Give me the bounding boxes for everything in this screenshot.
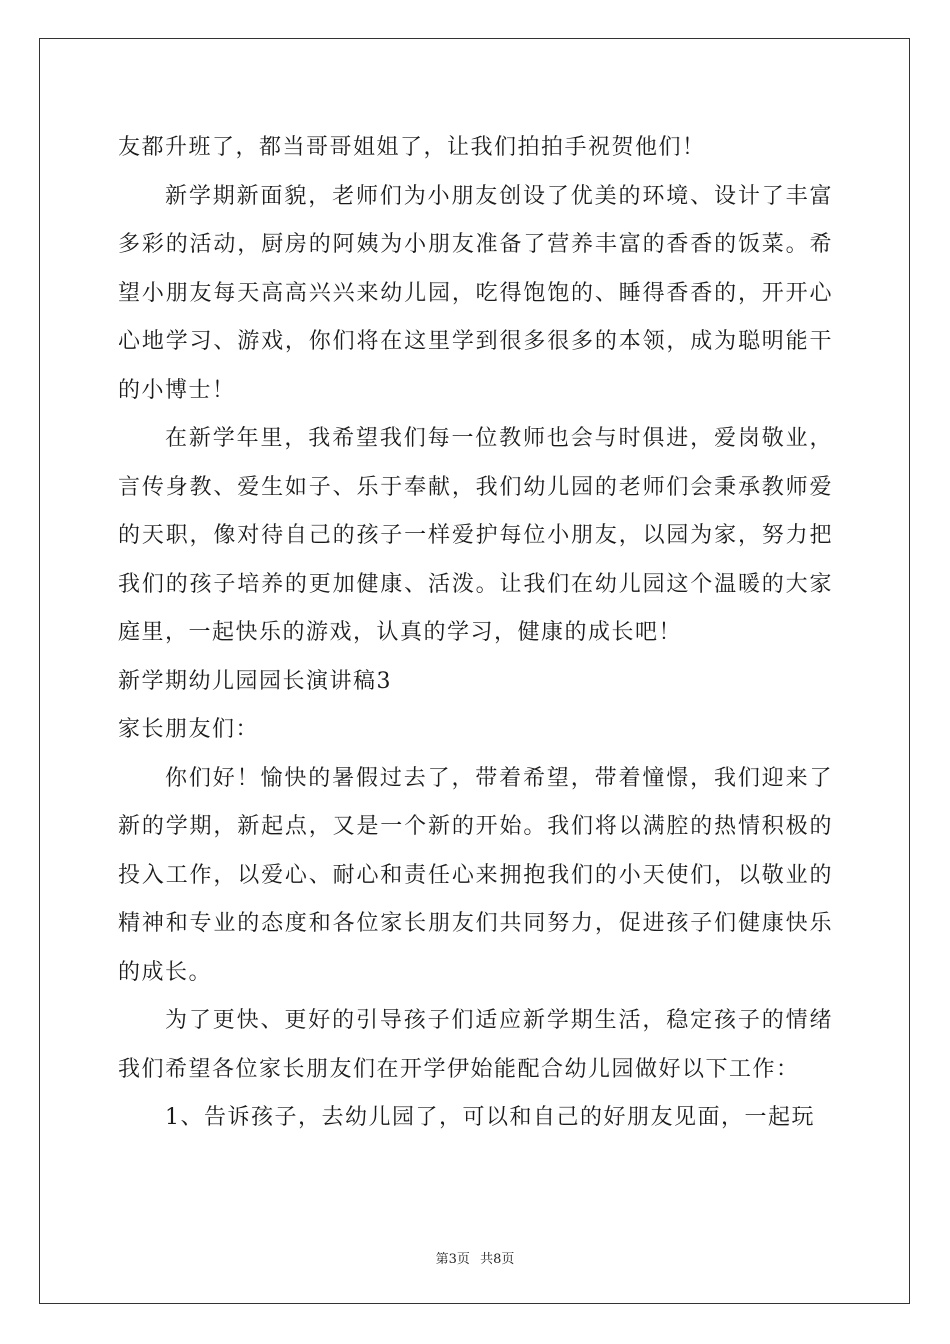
list-item-1: 1、告诉孩子，去幼儿园了，可以和自己的好朋友见面，一起玩 [165,1105,815,1130]
paragraph-5: 为了更快、更好的引导孩子们适应新学期生活，稳定孩子的情绪我们希望各位家长朋友们在开学伊始能配合幼儿园做好以下工作： [118,1008,833,1082]
page-number: 第3页 [435,1252,470,1267]
paragraph-3: 在新学年里，我希望我们每一位教师也会与时俱进，爱岗敬业，言传身教、爱生如子、乐于奉献，我们幼儿园的老师们会秉承教师爱的天职，像对待自己的孩子一样爱护每位小朋友，以园为家，努力把我们的孩子培养的更加健康、活泼。让我们在幼儿园这个温暖的大家庭里，一起快乐的游戏，认真的学习，健康的成长吧！ [118,426,833,645]
paragraph-4: 你们好！愉快的暑假过去了，带着希望，带着憧憬，我们迎来了新的学期，新起点，又是一个新的开始。我们将以满腔的热情积极的投入工作，以爱心、耐心和责任心来拥抱我们的小天使们，以敬业的精神和专业的态度和各位家长朋友们共同努力，促进孩子们健康快乐的成长。 [118,765,833,985]
page-footer [0,1248,950,1267]
paragraph-1: 友都升班了，都当哥哥姐姐了，让我们拍拍手祝贺他们！ [118,135,706,160]
salutation: 家长朋友们： [118,717,260,742]
document-body [118,124,833,1143]
section-heading: 新学期幼儿园园长演讲稿3 [118,668,392,694]
page-total: 共8页 [480,1252,515,1267]
paragraph-2: 新学期新面貌，老师们为小朋友创设了优美的环境、设计了丰富多彩的活动，厨房的阿姨为小朋友准备了营养丰富的香香的饭菜。希望小朋友每天高高兴兴来幼儿园，吃得饱饱的、睡得香香的，开开心心地学习、游戏，你们将在这里学到很多很多的本领，成为聪明能干的小博士！ [118,183,833,403]
